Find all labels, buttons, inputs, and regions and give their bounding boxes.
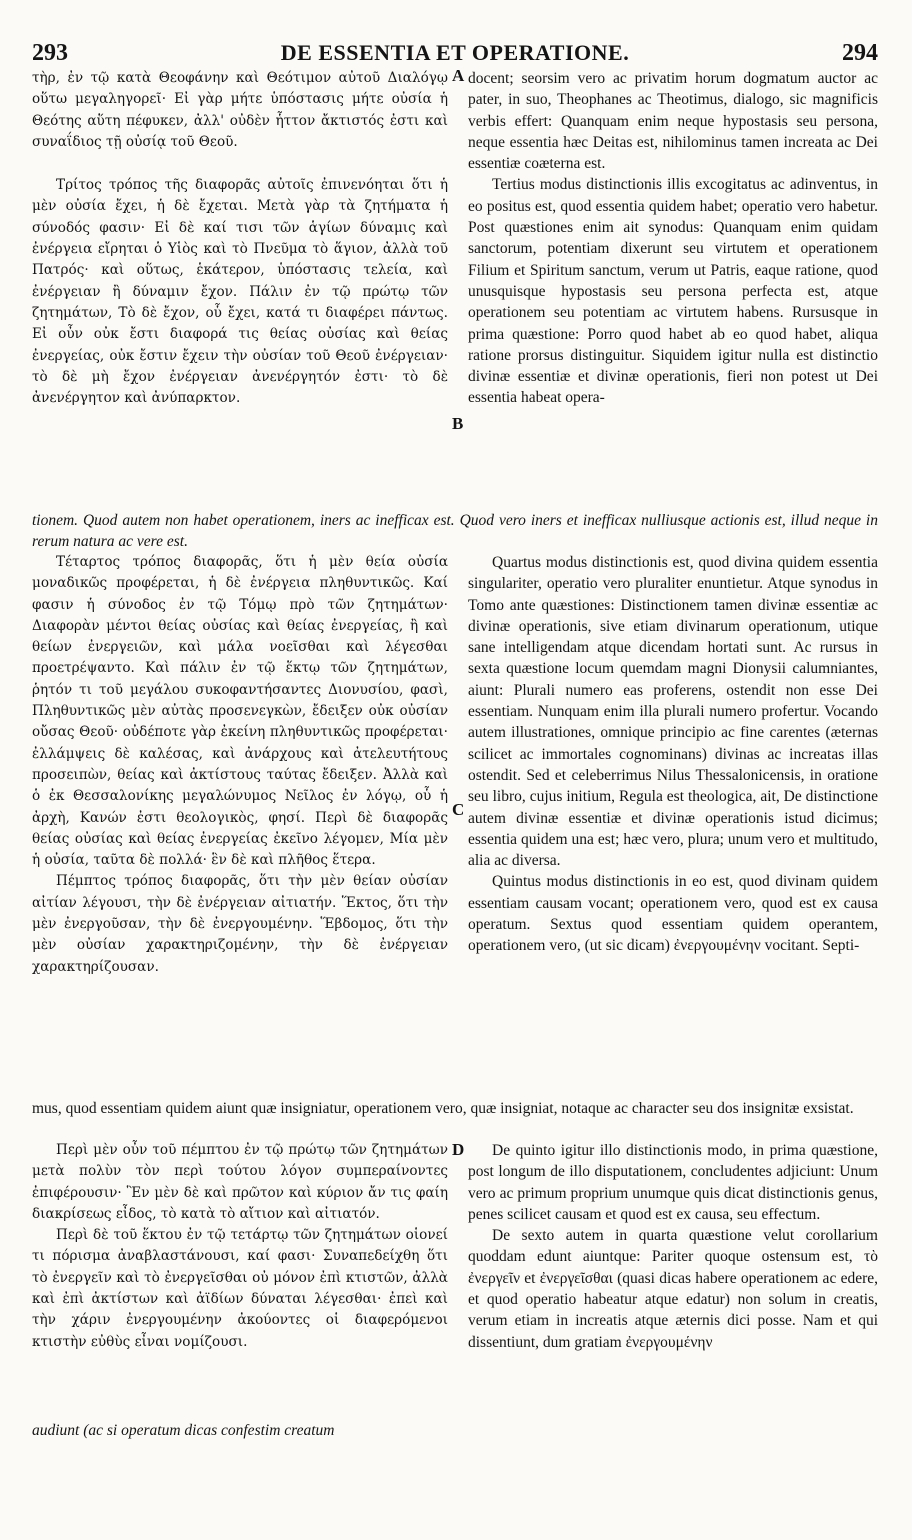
margin-letter-a: A [452, 66, 465, 85]
greek-paragraph-4: Πέμπτος τρόπος διαφορᾶς, ὅτι τὴν μὲν θείαν οὐσίαν αἰτίαν λέγουσι, τὴν δὲ ἐνέργειαν αἰτιατήν. Ἕκτος, ὅτι τὴν μὲν ἐνεργοῦσαν, τὴν δὲ ἐνεργουμένην. Ἕβδομος, ὅτι τὴν μὲν οὐσίαν χαρακτηριζομένην, τὴν δὲ ἐνέργειαν χαρακτηρίζουσαν. [32, 873, 448, 975]
margin-letter-c: C [452, 800, 465, 819]
greek-column-block-3 [32, 1140, 448, 1353]
page-number-right: 294 [842, 40, 878, 66]
latin-paragraph-1: docent; seorsim vero ac privatim horum dogmatum auctor ac pater, in suo, Theophanes ac Theotimus, dialogo, sic magnificis verbis effert: Quanquam enim neque hypostasis seu persona, neque essentia hæc Deitas est, nihilominus tamen increata ac Dei essentiæ coæterna est. [468, 70, 878, 173]
page-number-left: 293 [32, 40, 68, 66]
latin-column-block-3 [468, 1140, 878, 1353]
latin-tail-line: audiunt (ac si operatum dicas confestim creatum [32, 1422, 335, 1439]
latin-paragraph-2: Tertius modus distinctionis illis excogitatus ac adinventus, in eo positus est, quod essentia quidem habet; operatio vero habetur. Post quæstiones enim ait synodus: Quanquam enim quidam sanctorum, potentiam dixerunt seu virtutem et operationem Filium et Spiritum sanctum, verum ut Patris, eaque ratione, quod unusquisque hypostasis seu persona perfecta est, atque operationem seu potentiam ac virtutem habens. Rursusque in prima quæstione: Porro quod habet ab eo quod habet, aliqua ratione prorsus distinguitur. Siquidem igitur nulla est distinctio divinæ essentiæ et divinæ operationis, fieri non potest ut Dei essentia habeat opera- [468, 176, 878, 407]
greek-paragraph-1: τὴρ, ἐν τῷ κατὰ Θεοφάνην καὶ Θεότιμον αὐτοῦ Διαλόγῳ οὕτω μεγαληγορεῖ· Εἰ γὰρ μήτε ὑπόστασις μήτε οὐσία ἡ Θεότης αὕτη πέφυκεν, ἀλλ' οὐδὲν ἧττον ἄκτιστός ἐστι καὶ συναΐδιος τῇ οὐσίᾳ τοῦ Θεοῦ. [32, 70, 448, 150]
greek-paragraph-5: Περὶ μὲν οὖν τοῦ πέμπτου ἐν τῷ πρώτῳ τῶν ζητημάτων μετὰ πολὺν τὸν περὶ τούτου λόγον συμπεραίνοντες ἐπιφέρουσιν· Ἓν μὲν δὲ καὶ πρῶτον καὶ κύριον ἄν τις φαίη διακρίσεως εἶδος, τὸ κατὰ τὸ αἴτιον καὶ αἰτιατόν. [32, 1142, 448, 1222]
latin-full-width-2: mus, quod essentiam quidem aiunt quæ insigniatur, operationem vero, quæ insigniat, notaque ac character seu dos insignitæ exsistat. [32, 1100, 854, 1117]
running-title: DE ESSENTIA ET OPERATIONE. [280, 40, 630, 65]
latin-column-block-2 [468, 552, 878, 957]
latin-column-block-1 [468, 68, 878, 409]
latin-paragraph-5: De quinto igitur illo distinctionis modo, in prima quæstione, post longum de illo disputationem, concludentes adjiciunt: Unum vero ac primum proprium unumque quis dicat distinctionis genus, penes scilicet causam et quod est ex causa, seu effectum. [468, 1142, 878, 1223]
latin-paragraph-3: Quartus modus distinctionis est, quod divina quidem essentia singulariter, operatio vero pluraliter enuntietur. Atque synodus in Tomo ante quæstiones: Distinctionem tamen divinæ essentiæ ac divinæ operationis, sive etiam divinarum operationum, utique sane intelligendam atque dicendam hortati sunt. Ac rursus in sexta quæstione locum quemdam magni Dionysii calumniantes, aiunt: Plurali numero eas proferens, ostendit non esse Dei essentiam. Nunquam enim illa plurali numero profertur. Vocando autem illustrationes, omnique principio ac fine carentes (æternas scilicet ac immortales cognominans) divinas ac increatas illas ostendit. Sed et celeberrimus Nilus Thessalonicensis, in oratione seu libro, cujus initium, Regula est theologica, ait, De distinctione autem divinæ essentiæ et divinæ operationis istud dicimus; essentia quidem una est; hæc vero, plura; unum vero et multitudo, alia ac diversa. [468, 554, 878, 870]
greek-paragraph-3: Τέταρτος τρόπος διαφορᾶς, ὅτι ἡ μὲν θεία οὐσία μοναδικῶς προφέρεται, ἡ δὲ ἐνέργεια πληθυντικῶς. Καί φασιν ἡ σύνοδος ἐν τῷ Τόμῳ πρὸ τῶν ζητημάτων· Διαφορὰν μέντοι θείας οὐσίας καὶ θείας ἐνεργείας, ἢ καὶ θείων ἐνεργειῶν, καὶ μάλα νοεῖσθαι καὶ λέγεσθαι προετρέψαντο. Καὶ πάλιν ἐν τῷ ἕκτῳ τῶν ζητημάτων, ῥητόν τι τοῦ μεγάλου συκοφαντήσαντες Διονυσίου, φασὶ, Πληθυντικῶς μὲν αὐτὰς προσενεγκὼν, ἔδειξεν οὐκ οὐσίαν οὔσας Θεοῦ· οὐδέποτε γὰρ ἐκείνη πληθυντικῶς προφέρεται· ἐλλάμψεις δὲ καλέσας, καὶ ἀνάρχους καὶ ἀτελευτήτους προσειπὼν, θείας καὶ ἀκτίστους ταύτας ἔδειξεν. Ἀλλὰ καὶ ὁ ἐκ Θεσσαλονίκης μεγαλώνυμος Νεῖλος ἐν λόγῳ, οὗ ἡ ἀρχὴ, Κανών ἐστι θεολογικὸς, φησί. Περὶ δὲ διαφορᾶς θείας οὐσίας καὶ θείας ἐνεργείας ἐκεῖνο λέγομεν, Μία μὲν ἡ οὐσία, ταῦτα δὲ πολλά· ἓν δὲ καὶ πλῆθος ἕτερα. [32, 554, 448, 869]
latin-full-width-1: tionem. Quod autem non habet operationem, iners ac inefficax est. Quod vero iners et inefficax nulliusque actionis est, illud neque in rerum natura ac vere est. [32, 512, 878, 550]
latin-paragraph-6: De sexto autem in quarta quæstione velut corollarium quoddam edunt aiuntque: Pariter quoque ostensum est, τὸ ἐνεργεῖν et ἐνεργεῖσθαι (quasi dicas habere operationem ac edere, et quod operatio habeatur atque edatur) non solum in creatis, verum etiam in increatis atque æternis dici posse. Nam et qui dissentiunt, dum gratiam ἐνεργουμένην [468, 1227, 878, 1351]
greek-column-block-2 [32, 552, 448, 978]
margin-letter-b: B [452, 414, 464, 433]
latin-paragraph-4: Quintus modus distinctionis in eo est, quod divinam quidem essentiam causam vocant; operationem vero, quod est ex causa operatum. Sextus quod essentiam quidem operantem, operationem vero, (ut sic dicam) ἐνεργουμένην vocitant. Septi- [468, 873, 878, 955]
greek-paragraph-6: Περὶ δὲ τοῦ ἕκτου ἐν τῷ τετάρτῳ τῶν ζητημάτων οἱονεί τι πόρισμα ἀναβλαστάνουσι, καί φασι· Συναπεδείχθη ὅτι τὸ ἐνεργεῖν καὶ τὸ ἐνεργεῖσθαι οὐ μόνον ἐπὶ κτιστῶν, ἀλλὰ καὶ ἐπὶ ἀκτίστων καὶ ἀϊδίων δύναται λέγεσθαι· ἐπεὶ καὶ τὴν χάριν ἐνεργουμένην ἀκούοντες οἱ διαφερόμενοι κτιστὴν εὐθὺς εἶναι νομίζουσι. [32, 1227, 448, 1350]
greek-column-block-1 [32, 68, 448, 409]
margin-letter-d: D [452, 1140, 465, 1159]
greek-paragraph-2: Τρίτος τρόπος τῆς διαφορᾶς αὐτοῖς ἐπινενόηται ὅτι ἡ μὲν οὐσία ἔχει, ἡ δὲ ἔχεται. Μετὰ γὰρ τὰ ζητήματα ἡ σύνοδός φασιν· Εἰ δὲ καί τισι τῶν ἁγίων δύναμις καὶ ἐνέργεια εἴρηται ὁ Υἱὸς καὶ τὸ Πνεῦμα τὸ ἅγιον, ἀλλὰ τοῦ Πατρός· καὶ οὕτως, ἑκάτερον, ὑπόστασις τελεία, καὶ ἐνέργειαν ἢ δύναμιν ἔχον. Πάλιν ἐν τῷ πρώτῳ τῶν ζητημάτων, Τὸ δὲ ἔχον, οὗ ἔχει, κατά τι διαφέρει πάντως. Εἰ οὖν οὐκ ἔστι διαφορά τις θείας οὐσίας καὶ θείας ἐνεργείας, οὐκ ἔστιν ἔχειν τὴν οὐσίαν τοῦ Θεοῦ ἐνέργειαν· τὸ δὲ μὴ ἔχον ἐνέργειαν ἀνενέργητόν ἐστι· τὸ δὲ ἀνενέργητον καὶ ἀνύπαρκτον. [32, 177, 448, 407]
